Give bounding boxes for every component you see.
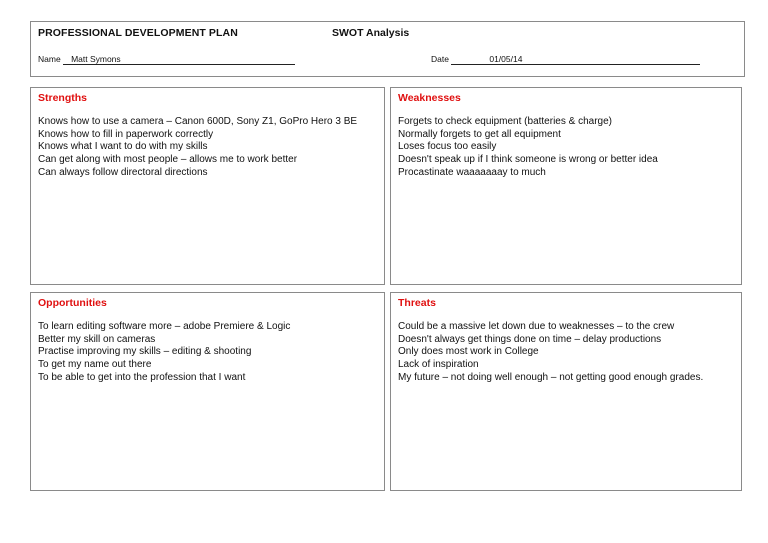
strengths-title: Strengths [38,92,88,104]
opportunities-title: Opportunities [38,297,107,309]
list-item: Could be a massive let down due to weaknesses – to the crew [398,321,675,332]
list-item: Forgets to check equipment (batteries & charge) [398,116,612,127]
list-item: My future – not doing well enough – not getting good enough grades. [398,371,704,383]
strengths-list [38,116,376,180]
list-item: Knows how to fill in paperwork correctly [38,128,214,140]
threats-list [398,321,733,385]
list-item: To learn editing software more – adobe Premiere & Logic [38,321,291,332]
opportunities-section [30,292,385,491]
name-label: Name [38,54,61,64]
strengths-section [30,87,385,285]
threats-section [390,292,742,491]
name-field [38,54,295,65]
date-value: 01/05/14 [451,54,700,65]
list-item: Knows how to use a camera – Canon 600D, Sony Z1, GoPro Hero 3 BE [38,116,358,127]
list-item: Better my skill on cameras [38,333,156,345]
list-item: Loses focus too easily [398,141,497,153]
opportunities-list [38,321,376,385]
list-item: Doesn't always get things done on time – delay productions [398,333,662,345]
list-item: Procastinate waaaaaaay to much [398,166,546,178]
list-item: Can always follow directoral directions [38,166,208,178]
date-field [431,54,700,65]
weaknesses-list [398,116,733,180]
plan-header [30,21,745,77]
list-item: Knows what I want to do with my skills [38,141,208,153]
list-item: Normally forgets to get all equipment [398,128,561,140]
date-label: Date [431,54,449,64]
name-value: Matt Symons [63,54,295,65]
list-item: To get my name out there [38,359,152,371]
threats-title: Threats [398,297,436,309]
weaknesses-title: Weaknesses [398,92,461,104]
document-subtitle: SWOT Analysis [332,27,410,39]
list-item: To be able to get into the profession that I want [38,371,246,383]
list-item: Practise improving my skills – editing & shooting [38,346,252,358]
list-item: Lack of inspiration [398,359,479,371]
list-item: Doesn't speak up if I think someone is wrong or better idea [398,154,658,166]
weaknesses-section [390,87,742,285]
document-title: PROFESSIONAL DEVELOPMENT PLAN [38,27,238,39]
list-item: Only does most work in College [398,346,539,358]
list-item: Can get along with most people – allows me to work better [38,154,298,166]
